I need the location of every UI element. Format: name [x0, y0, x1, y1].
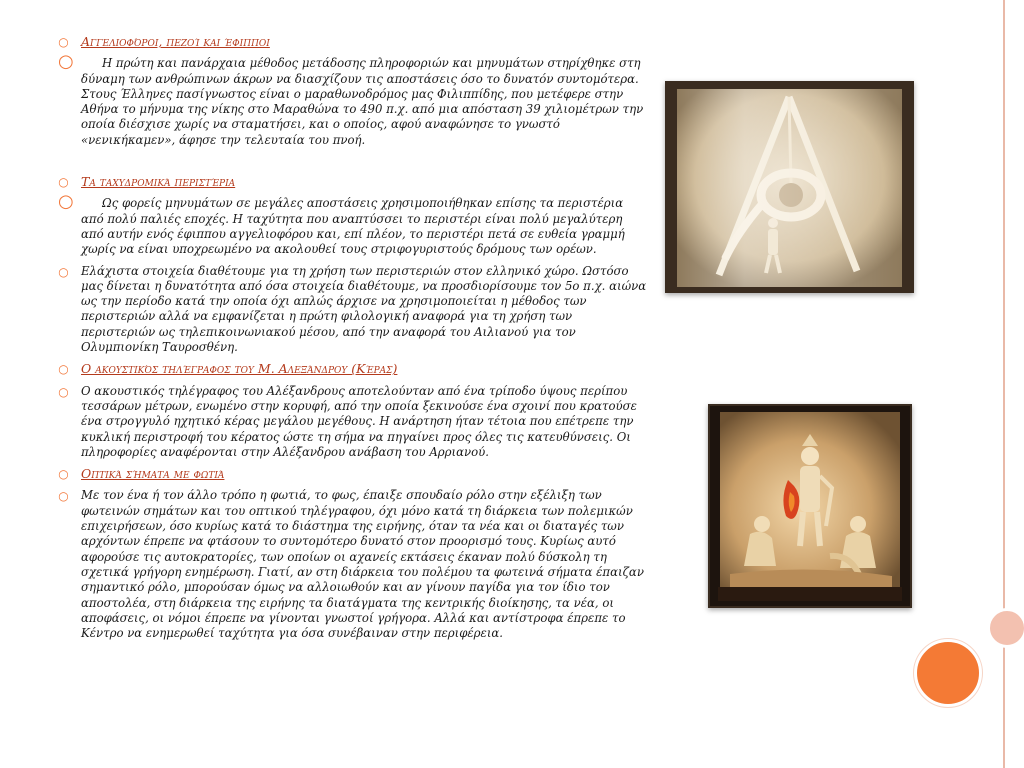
relief-tripod-horn-photo [665, 81, 914, 293]
decorative-side-line [1003, 0, 1005, 768]
ring-bullet-icon: ○ [58, 362, 69, 377]
ring-bullet-icon: ○ [58, 191, 74, 213]
ring-bullet-icon: ○ [58, 51, 74, 73]
section-heading-fire-signals: ○ Οπτικά σήματα με φωτιά [58, 466, 225, 482]
ring-bullet-icon: ○ [58, 384, 69, 399]
paragraph-pigeons-2: ○ Ελάχιστα στοιχεία διαθέτουμε για τη χρήση των περιστεριών στον ελληνικό χώρο. Ωστόσο μας δίνεται η δυνατότητα από όσα στοιχεία διαθέτουμε, να προσδιορίσουμε τον 5ο π.χ. αιώνα ως την περίοδο κατά την οποία όχι απλώς άρχισε να χρησιμοποιείται η μέθοδος των περιστεριών αλλά να εμφανίζεται η πρώτη φιλολογική αναφορά για τη χρήση των περιστεριών ως τηλεπικοινωνιακού μέσου, από την αναφορά του Αιλιανού για τον Ολυμπιονίκη Ταυροσθένη. [58, 263, 647, 355]
decorative-circle-small [987, 608, 1024, 648]
section-heading-messengers: ○ Αγγελιοφόροι, πεζοί και έφιπποι [58, 34, 270, 49]
paragraph-fire-signals: ○ Με τον ένα ή τον άλλο τρόπο η φωτιά, το φως, έπαιξε σπουδαίο ρόλο στην εξέλιξη των φωτεινών σημάτων και του οπτικού τηλέγραφου, όχι μόνο κατά τη διάρκεια των πολεμικών επιχειρήσεων, όσο κυρίως κατά το διάστημα της ειρήνης, όταν τα νέα και οι διαταγές των αρχόντων έπρεπε να φτάσουν το συντομότερο δυνατό στον προορισμό τους. Κυρίως αυτό αφορούσε τις αυτοκρατορίες, των οποίων οι αχανείς εκτάσεις έκαναν πολύ δύσκολη τη σχετικά γρήγορη ενημέρωση. Γιατί, αν στη διάρκεια του πολέμου τα φωτεινά σήματα έπαιζαν σημαντικό ρόλο, μπορούσαν όμως να αλλοιωθούν και αν γίνουν παγίδα για τον ίδιο τον αποστολέα, στη διάρκεια της ειρήνης τα διατάγματα της κεντρικής διοίκησης, τα νέα, οι αποφάσεις, οι νόμοι έπρεπε να γίνονται γνωστοί γρήγορα. Αλλά και αντίστροφα έπρεπε το Κέντρο να ενημερωθεί ταχύτητα για όσα συνέβαιναν στην περιφέρεια. [58, 488, 644, 641]
section-heading-acoustic-telegraph: ○ Ο ακουστικός τηλέγραφος του Μ. Αλεξάνδρου (Κέρας) [58, 361, 398, 377]
ring-bullet-icon: ○ [58, 467, 69, 482]
ring-bullet-icon: ○ [58, 35, 69, 49]
relief-soldiers-fire-photo [708, 404, 912, 608]
slide-body [57, 34, 647, 647]
paragraph-messengers: ○ Η πρώτη και πανάρχαια μέθοδος μετάδοσης πληροφοριών και μηνυμάτων στηρίχθηκε στη δύναμη των ανθρώπινων άκρων να διασχίζουν τις αποστάσεις όσο το δυνατόν συντομότερα. Στους Έλληνες πασίγνωστος είναι ο μαραθωνοδρόμος μας Φιλιππίδης, που μετέφερε στην Αθήνα το μήνυμα της νίκης στο Μαραθώνα το 490 π.χ. από μια απόσταση 39 χιλιομέτρων την οποία διέσχισε χωρίς να σταματήσει, και ο οποίος, αφού αναφώνησε το γνωστό «νενικήκαμεν», άφησε την τελευταία του πνοή. [58, 51, 644, 147]
ring-bullet-icon: ○ [58, 489, 69, 504]
section-heading-pigeons: ○ Τα ταχυδρομικά περιστέρια [58, 174, 236, 190]
decorative-circle-large [914, 639, 982, 707]
paragraph-acoustic-telegraph: ○ Ο ακουστικός τηλέγραφος του Αλέξανδρους αποτελούνταν από ένα τρίποδο ύψους περίπου τεσσάρων μέτρων, ενωμένο στην κορυφή, από την οποία ξεκινούσε ένα σχοινί που κρατούσε ένα στρογγυλό ηχητικό κέρας μεγάλου μεγέθους. Η ανάρτηση ήταν τέτοια που επέτρεπε την κυκλική περιστροφή του κέρατος ώστε τη σήμα να πηγαίνει προς όλες τις κατευθύνσεις. Οι πληροφορίες αναφέρονται στην Αλέξανδρου ανάβαση του Αρριανού. [58, 383, 637, 459]
paragraph-pigeons-1: ○ Ως φορείς μηνυμάτων σε μεγάλες αποστάσεις χρησιμοποιήθηκαν επίσης τα περιστέρια από πολύ παλιές εποχές. Η ταχύτητα που αναπτύσσει το περιστέρι είναι πολύ μεγαλύτερη από αυτήν ενός έφιππου αγγελιοφόρου και, επί πλέον, το περιστέρι πετά σε ευθεία γραμμή χωρίς να είναι υποχρεωμένο να ακολουθεί τους στριφογυριστούς δρόμους των ορέων. [58, 191, 625, 257]
ring-bullet-icon: ○ [58, 264, 69, 279]
ring-bullet-icon: ○ [58, 175, 69, 190]
